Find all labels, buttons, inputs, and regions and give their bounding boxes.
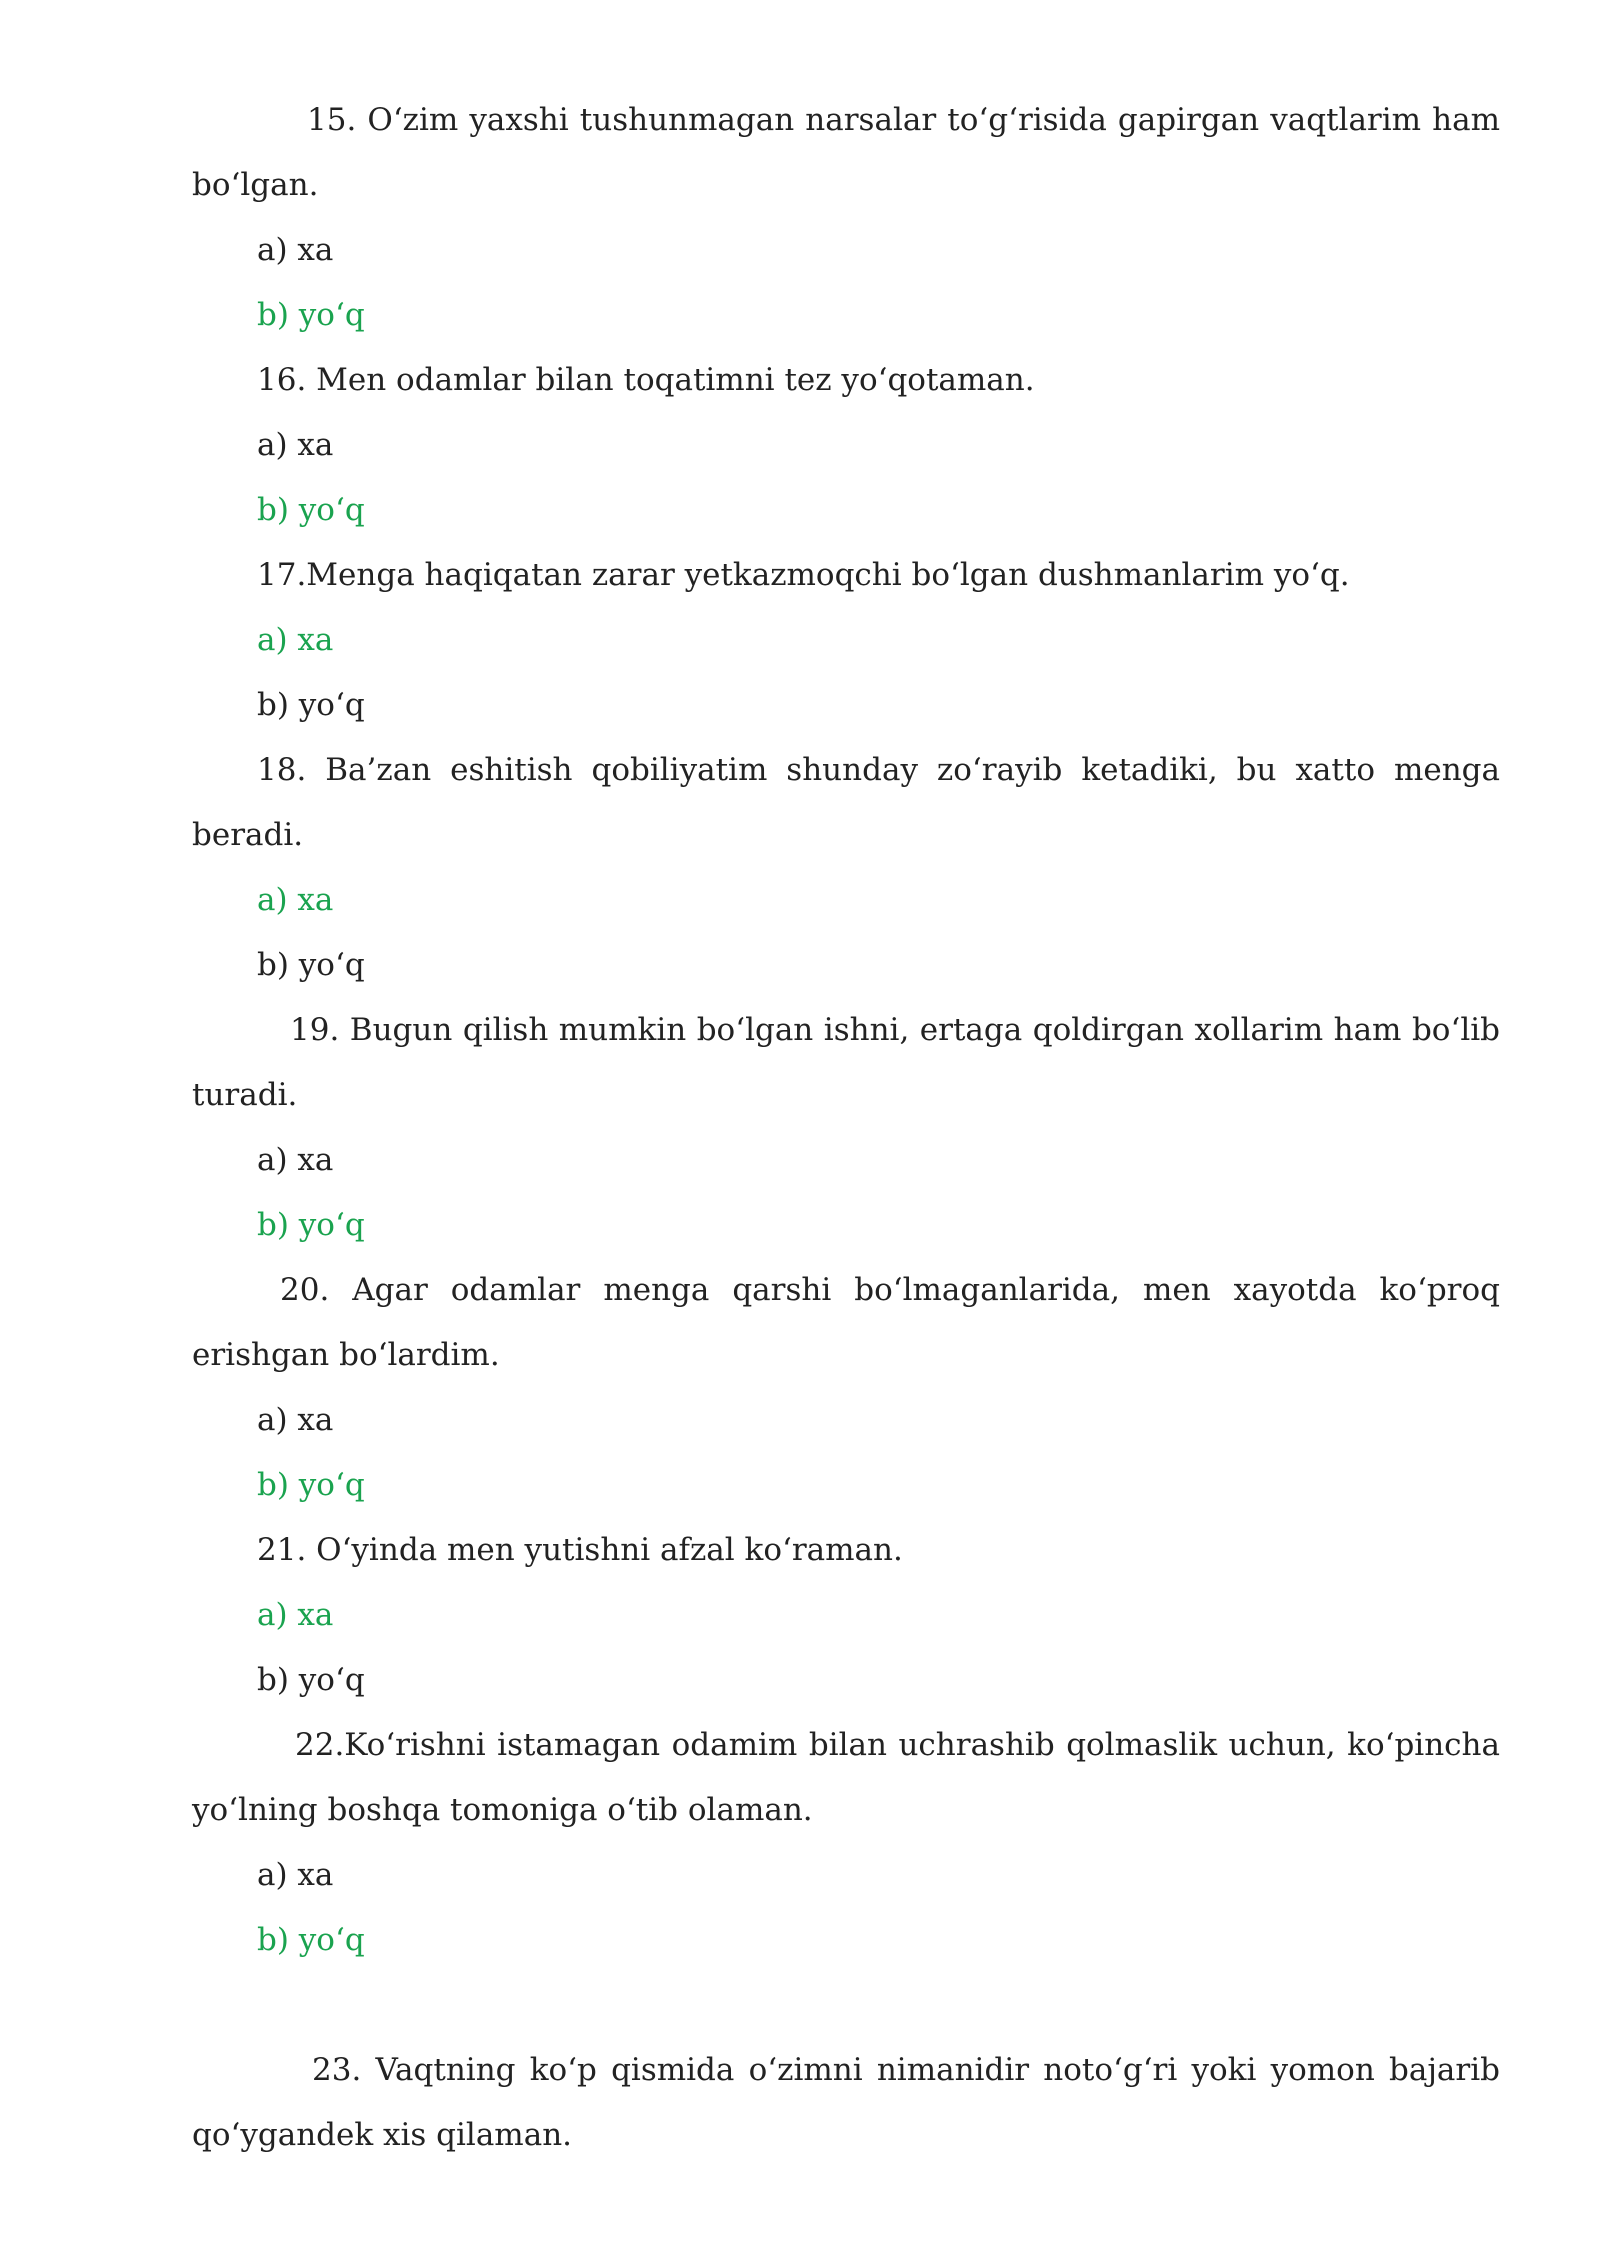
question-18-option-a-selected: a) xa [257,882,334,918]
question-17-option-b: b) yo‘q [257,687,365,723]
question-19-text: 19. Bugun qilish mumkin bo‘lgan ishni, ertaga qoldirgan xollarim ham bo‘lib [290,1012,1500,1048]
question-21-option-b: b) yo‘q [257,1662,365,1698]
question-18-text: 18. Ba’zan eshitish qobiliyatim shunday zo‘rayib ketadiki, bu xatto menga [257,752,1500,788]
question-22-option-a: a) xa [257,1857,334,1893]
question-19-text-cont: turadi. [192,1077,298,1113]
question-19-option-a: a) xa [257,1142,334,1178]
question-17-text: 17.Menga haqiqatan zarar yetkazmoqchi bo‘lgan dushmanlarim yo‘q. [257,557,1350,593]
question-15-text-cont: bo‘lgan. [192,167,319,203]
question-23-text-cont: qo‘ygandek xis qilaman. [192,2117,573,2153]
question-18-text-cont: beradi. [192,817,304,853]
question-20-text: 20. Agar odamlar menga qarshi bo‘lmaganlarida, men xayotda ko‘proq [280,1272,1500,1308]
question-20-option-b-selected: b) yo‘q [257,1467,365,1503]
question-15-option-a: a) xa [257,232,334,268]
question-18-option-b: b) yo‘q [257,947,365,983]
question-23-text: 23. Vaqtning ko‘p qismida o‘zimni nimanidir noto‘g‘ri yoki yomon bajarib [312,2052,1500,2088]
paragraph-gap [192,1973,1500,2038]
question-20-option-a: a) xa [257,1402,334,1438]
question-19-option-b-selected: b) yo‘q [257,1207,365,1243]
question-17-option-a-selected: a) xa [257,622,334,658]
question-21-option-a-selected: a) xa [257,1597,334,1633]
question-15-text: 15. O‘zim yaxshi tushunmagan narsalar to‘g‘risida gapirgan vaqtlarim ham [307,102,1500,138]
question-21-text: 21. O‘yinda men yutishni afzal ko‘raman. [257,1532,903,1568]
question-22-text: 22.Ko‘rishni istamagan odamim bilan uchrashib qolmaslik uchun, ko‘pincha [295,1727,1500,1763]
question-15-option-b-selected: b) yo‘q [257,297,365,333]
question-20-text-cont: erishgan bo‘lardim. [192,1337,500,1373]
question-16-option-a: a) xa [257,427,334,463]
question-16-option-b-selected: b) yo‘q [257,492,365,528]
document-page [192,88,1500,2168]
question-22-text-cont: yo‘lning boshqa tomoniga o‘tib olaman. [192,1792,813,1828]
question-22-option-b-selected: b) yo‘q [257,1922,365,1958]
question-16-text: 16. Men odamlar bilan toqatimni tez yo‘qotaman. [257,362,1035,398]
